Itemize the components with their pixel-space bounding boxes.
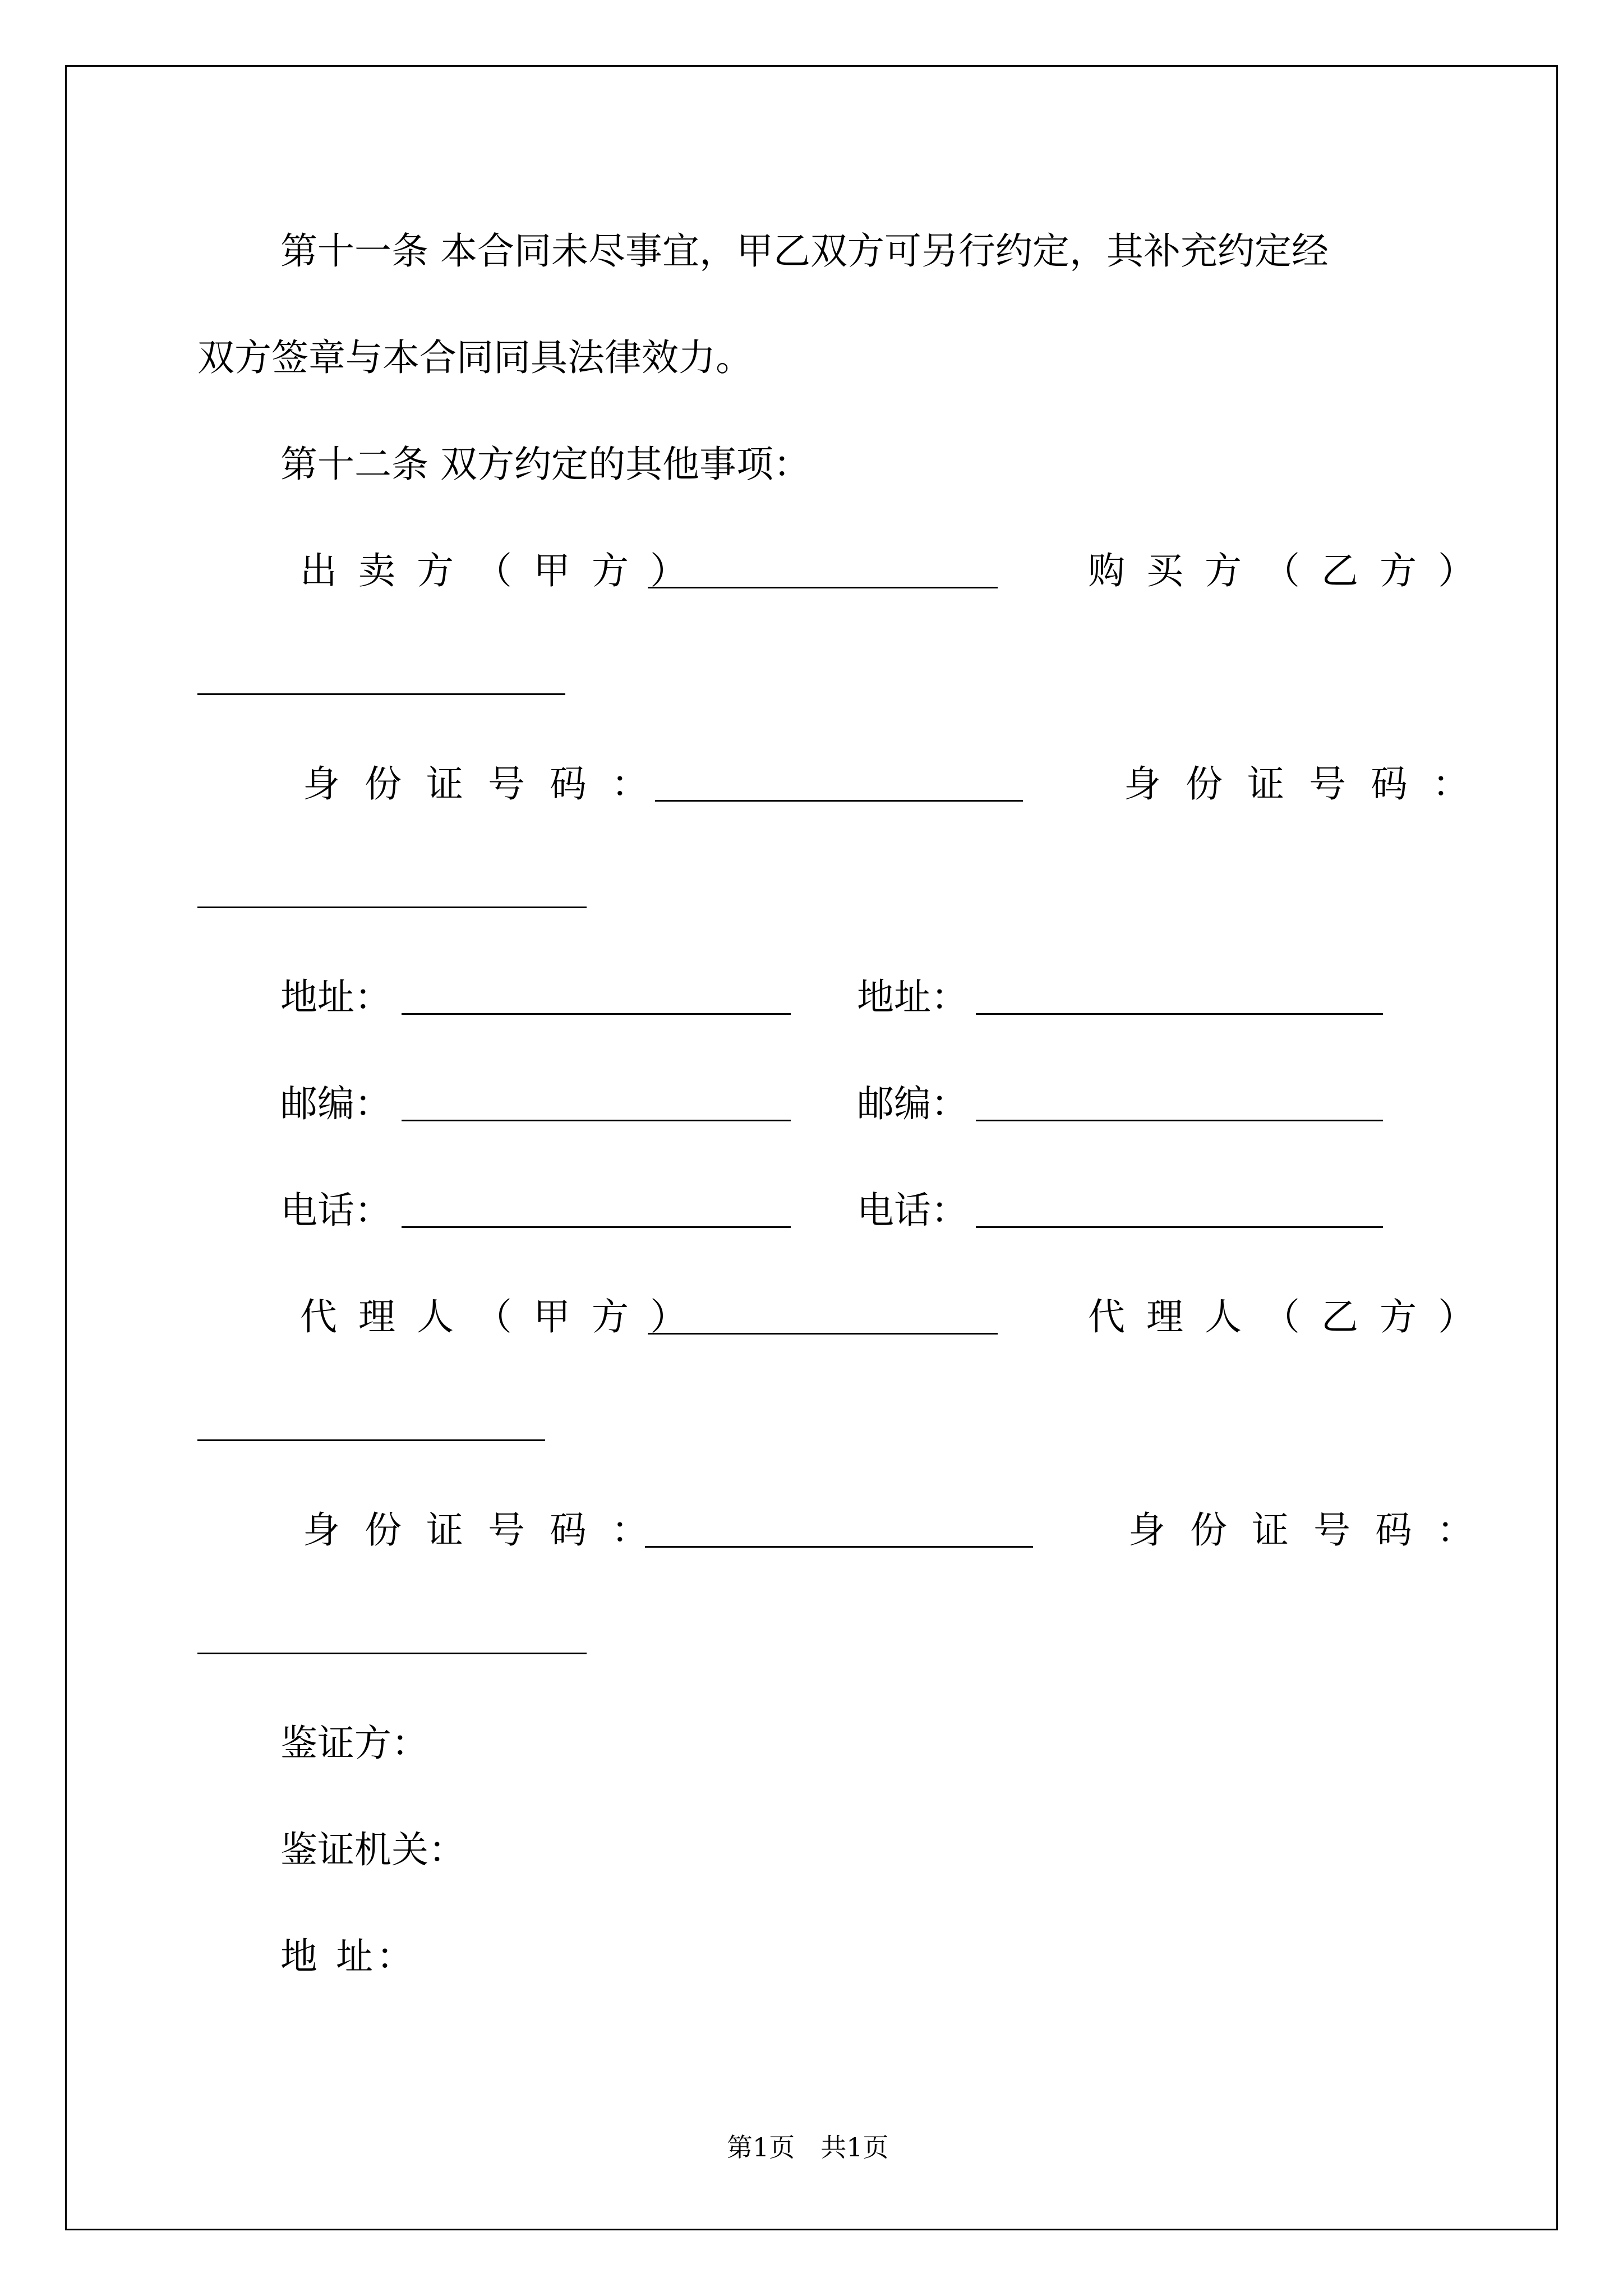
buyer-phone-label: 电话： — [857, 1189, 968, 1232]
agent-a-id-blank[interactable] — [645, 1546, 1033, 1548]
agent-b-id-blank[interactable] — [197, 1653, 587, 1654]
article-12-heading: 第十二条 双方约定的其他事项： — [280, 443, 810, 486]
seller-postcode-blank[interactable] — [402, 1120, 791, 1121]
agent-b-blank[interactable] — [197, 1439, 545, 1441]
seller-phone-label: 电话： — [280, 1189, 391, 1232]
page-border — [65, 65, 1558, 2230]
page-number: 第1页 共1页 — [727, 2132, 889, 2162]
article-11-line-2: 双方签章与本合同同具法律效力。 — [197, 336, 753, 379]
seller-id-label: 身份证号码： — [303, 762, 673, 806]
verification-party-label: 鉴证方： — [280, 1722, 428, 1765]
agent-a-label: 代理人（甲方） — [300, 1295, 708, 1338]
agent-b-label: 代理人（乙方） — [1088, 1295, 1496, 1338]
buyer-id-blank[interactable] — [197, 907, 587, 908]
verification-authority-label: 鉴证机关： — [280, 1828, 465, 1871]
buyer-address-label: 地址： — [857, 976, 968, 1019]
buyer-postcode-blank[interactable] — [976, 1120, 1383, 1121]
seller-address-label: 地址： — [280, 976, 391, 1019]
seller-blank[interactable] — [648, 587, 998, 588]
agent-a-blank[interactable] — [648, 1333, 998, 1335]
buyer-label: 购买方（乙方） — [1088, 549, 1496, 592]
buyer-postcode-label: 邮编： — [857, 1082, 968, 1125]
buyer-id-label: 身份证号码： — [1124, 762, 1494, 806]
agent-b-id-label: 身份证号码： — [1128, 1508, 1498, 1552]
buyer-phone-blank[interactable] — [976, 1226, 1383, 1228]
buyer-blank[interactable] — [197, 693, 565, 695]
seller-address-blank[interactable] — [402, 1013, 791, 1015]
article-11-line-1: 第十一条 本合同未尽事宜，甲乙双方可另行约定，其补充约定经 — [280, 229, 1329, 273]
seller-phone-blank[interactable] — [402, 1226, 791, 1228]
buyer-address-blank[interactable] — [976, 1013, 1383, 1015]
seller-id-blank[interactable] — [655, 800, 1023, 802]
verification-address-label: 地 址： — [280, 1935, 417, 1978]
seller-postcode-label: 邮编： — [280, 1082, 391, 1125]
seller-label: 出卖方（甲方） — [300, 549, 708, 592]
agent-a-id-label: 身份证号码： — [303, 1508, 673, 1552]
